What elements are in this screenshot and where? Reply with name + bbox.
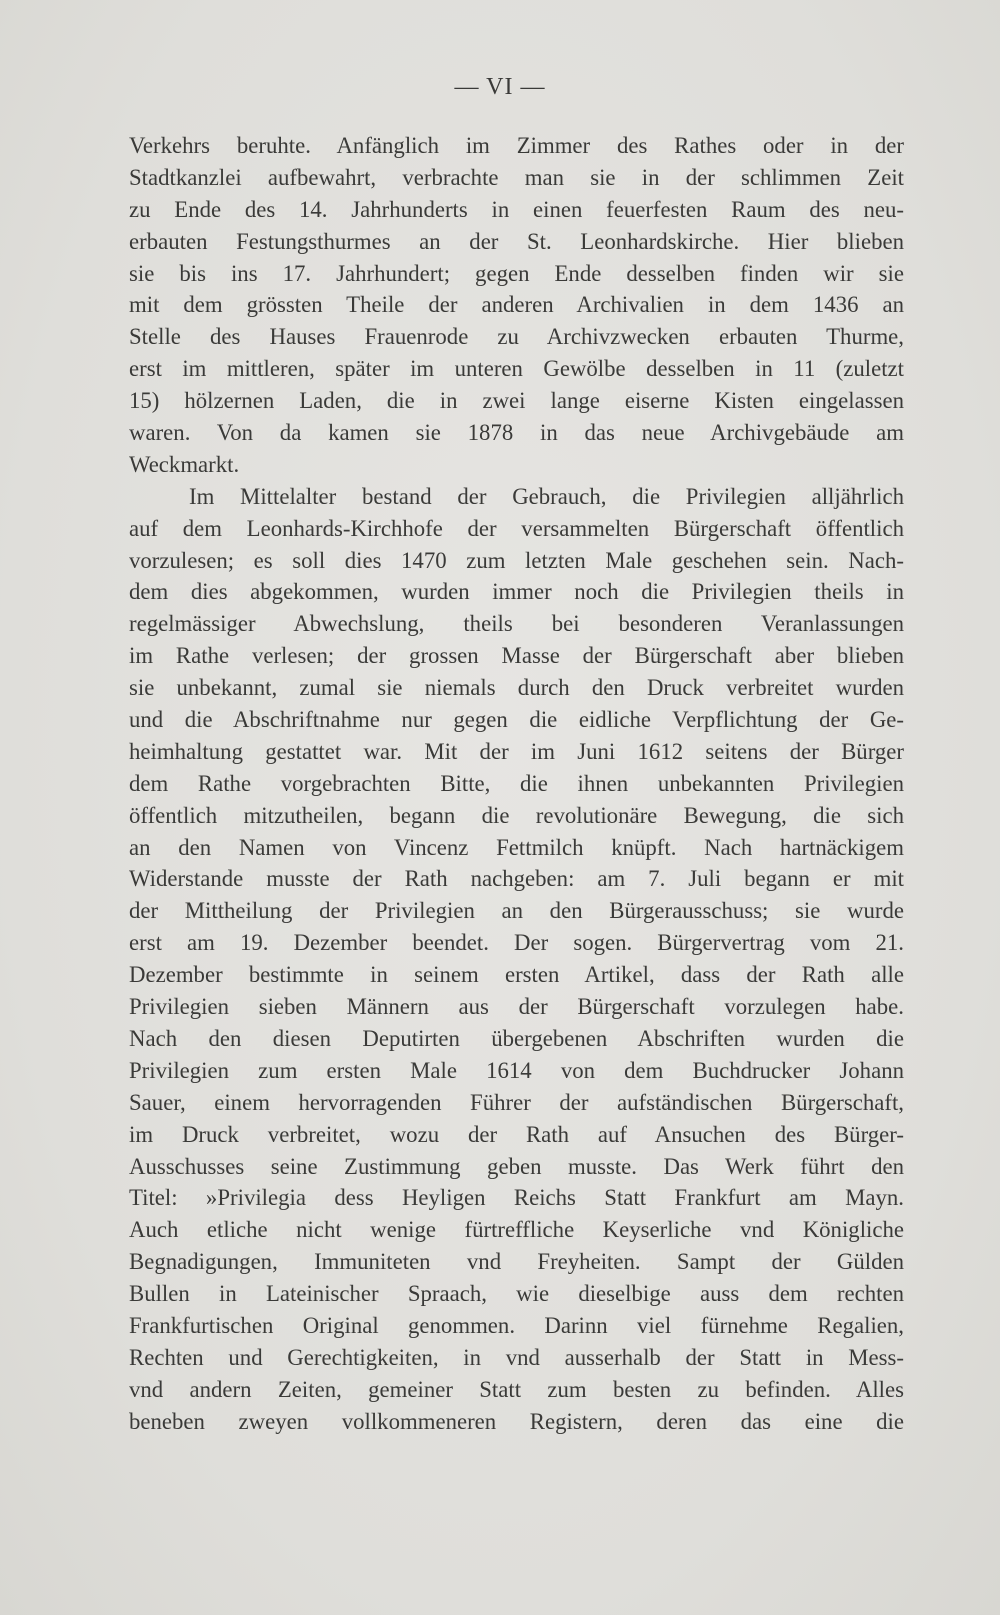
text-line: Titel: »Privilegia dess Heyligen Reichs Statt Frankfurt am Mayn. (129, 1185, 904, 1211)
text-line: erst im mittleren, später im unteren Gewölbe desselben in 11 (zuletzt (129, 356, 904, 382)
text-line: erbauten Festungsthurmes an der St. Leonhardskirche. Hier blieben (129, 228, 904, 254)
text-line: Nach den diesen Deputirten übergebenen Abschriften wurden die (129, 1025, 904, 1051)
text-line: im Druck verbreitet, wozu der Rath auf Ansuchen des Bürger- (129, 1121, 904, 1147)
text-line: zu Ende des 14. Jahrhunderts in einen feuerfesten Raum des neu- (129, 196, 904, 222)
text-line: Stelle des Hauses Frauenrode zu Archivzwecken erbauten Thurme, (129, 324, 904, 350)
text-line: Bullen in Lateinischer Spraach, wie dieselbige auss dem rechten (129, 1281, 904, 1307)
text-line: der Mittheilung der Privilegien an den Bürgerausschuss; sie wurde (129, 898, 904, 924)
text-line: Rechten und Gerechtigkeiten, in vnd ausserhalb der Statt in Mess- (129, 1344, 904, 1370)
text-line: sie bis ins 17. Jahrhundert; gegen Ende desselben finden wir sie (129, 260, 904, 286)
text-line: an den Namen von Vincenz Fettmilch knüpft. Nach hartnäckigem (129, 834, 904, 860)
text-line: vnd andern Zeiten, gemeiner Statt zum besten zu befinden. Alles (129, 1376, 904, 1402)
page-number: — VI — (454, 74, 546, 100)
text-line: sie unbekannt, zumal sie niemals durch den Druck verbreitet wurden (129, 675, 904, 701)
text-line: vorzulesen; es soll dies 1470 zum letzten Male geschehen sein. Nach- (129, 547, 904, 573)
text-line: Widerstande musste der Rath nachgeben: am 7. Juli begann er mit (129, 866, 904, 892)
text-line: heimhaltung gestattet war. Mit der im Juni 1612 seitens der Bürger (129, 738, 904, 764)
text-line: Privilegien sieben Männern aus der Bürgerschaft vorzulegen habe. (129, 994, 904, 1020)
paragraph-end-line: Weckmarkt. (129, 451, 240, 477)
text-line: und die Abschriftnahme nur gegen die eidliche Verpflichtung der Ge- (129, 707, 904, 733)
text-line: regelmässiger Abwechslung, theils bei besonderen Veranlassungen (129, 611, 904, 637)
body-text (129, 130, 904, 1438)
text-line: dem dies abgekommen, wurden immer noch die Privilegien theils in (129, 579, 904, 605)
text-line: waren. Von da kamen sie 1878 in das neue Archivgebäude am (129, 420, 904, 446)
text-line: dem Rathe vorgebrachten Bitte, die ihnen unbekannten Privilegien (129, 770, 904, 796)
text-line: Ausschusses seine Zustimmung geben musste. Das Werk führt den (129, 1153, 904, 1179)
text-line: Dezember bestimmte in seinem ersten Artikel, dass der Rath alle (129, 962, 904, 988)
text-line: Verkehrs beruhte. Anfänglich im Zimmer des Rathes oder in der (129, 133, 904, 158)
text-line: Sauer, einem hervorragenden Führer der aufständischen Bürgerschaft, (129, 1089, 904, 1115)
text-line: im Rathe verlesen; der grossen Masse der Bürgerschaft aber blieben (129, 643, 904, 669)
text-line: öffentlich mitzutheilen, begann die revolutionäre Bewegung, die sich (129, 802, 904, 828)
text-line: 15) hölzernen Laden, die in zwei lange eiserne Kisten eingelassen (129, 388, 904, 414)
text-line: Privilegien zum ersten Male 1614 von dem Buchdrucker Johann (129, 1057, 904, 1083)
text-line: auf dem Leonhards-Kirchhofe der versammelten Bürgerschaft öffentlich (129, 515, 904, 541)
text-line: Stadtkanzlei aufbewahrt, verbrachte man sie in der schlimmen Zeit (129, 164, 904, 190)
text-line: Frankfurtischen Original genommen. Darinn viel fürnehme Regalien, (129, 1312, 904, 1338)
text-line: Begnadigungen, Immuniteten vnd Freyheiten. Sampt der Gülden (129, 1249, 904, 1275)
text-line: beneben zweyen vollkommeneren Registern, deren das eine die (129, 1408, 904, 1434)
text-line: mit dem grössten Theile der anderen Archivalien in dem 1436 an (129, 292, 904, 318)
text-line: Auch etliche nicht wenige fürtreffliche Keyserliche vnd Königliche (129, 1217, 904, 1243)
text-line: erst am 19. Dezember beendet. Der sogen. Bürgervertrag vom 21. (129, 930, 904, 956)
paragraph-start-line: Im Mittelalter bestand der Gebrauch, die Privilegien alljährlich (189, 483, 904, 509)
